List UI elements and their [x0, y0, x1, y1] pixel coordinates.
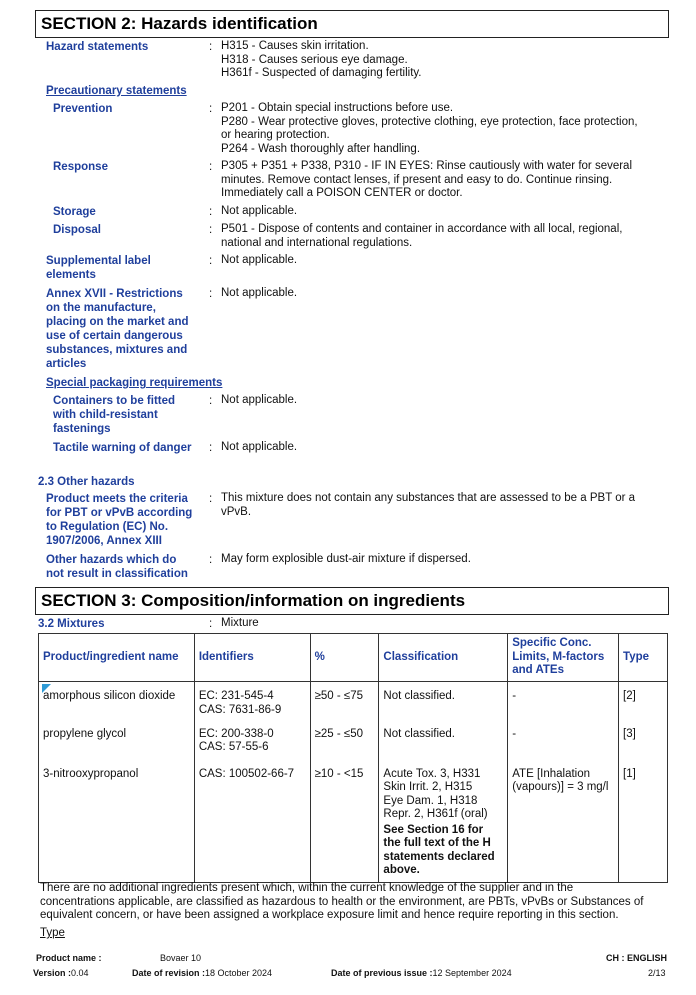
product-name-label — [36, 953, 102, 963]
label-line: not result in classification — [46, 568, 188, 580]
table-row — [39, 722, 668, 762]
column-header: % — [310, 634, 379, 682]
label-line: Containers to be fitted — [53, 395, 176, 407]
classification-line: Acute Tox. 3, H331 — [383, 767, 481, 780]
label-line: elements — [46, 269, 96, 281]
language — [606, 953, 667, 963]
prevention-value — [221, 102, 661, 156]
footer-label: Product name : — [36, 953, 102, 963]
identifiers — [194, 762, 310, 883]
response-line: Immediately call a POISON CENTER or doctor. — [221, 187, 463, 199]
colon: : — [209, 442, 213, 454]
ingredient-name: 3-nitrooxypropanol — [39, 762, 195, 883]
tactile-label: Tactile warning of danger — [53, 442, 192, 454]
classification-line: Eye Dam. 1, H318 — [383, 794, 478, 807]
identifier: EC: 200-338-0 — [198, 727, 274, 740]
label-line: to Regulation (EC) No. — [46, 521, 169, 533]
label-line: articles — [46, 358, 87, 370]
version — [33, 968, 89, 978]
precautionary-heading: Precautionary statements — [46, 85, 187, 97]
classification-note: above. — [383, 864, 420, 876]
label-line: with child-resistant — [53, 409, 158, 421]
hazard-line: H361f - Suspected of damaging fertility. — [221, 67, 422, 79]
classification — [379, 762, 508, 883]
containers-value: Not applicable. — [221, 394, 298, 406]
note-line: equivalent concern, or have been assigned a workplace exposure limit and hence require reporting in this section. — [40, 909, 619, 921]
label-line: Product meets the criteria — [46, 493, 188, 505]
identifier: EC: 231-545-4 — [198, 690, 274, 702]
percentage: ≥25 - ≤50 — [310, 722, 379, 762]
classification-note: See Section 16 for — [383, 823, 484, 836]
revision-value: 18 October 2024 — [205, 968, 273, 978]
ingredient-name: propylene glycol — [39, 722, 195, 762]
disposal-value — [221, 223, 661, 250]
special-packaging-heading: Special packaging requirements — [46, 377, 223, 389]
mixtures-value: Mixture — [221, 617, 259, 629]
classification-line: Repr. 2, H361f (oral) — [383, 808, 488, 820]
prevention-line: P280 - Wear protective gloves, protective clothing, eye protection, face protection, — [221, 115, 638, 128]
label-line: fastenings — [53, 423, 111, 435]
colon: : — [209, 288, 213, 300]
table-row — [39, 762, 668, 883]
ingredient-name: amorphous silicon dioxide — [39, 682, 195, 722]
prevention-line: P264 - Wash thoroughly after handling. — [221, 142, 421, 155]
pbt-line: vPvB. — [221, 505, 252, 518]
percentage: ≥10 - <15 — [310, 762, 379, 883]
classification-note: the full text of the H — [383, 837, 491, 849]
table-header-row — [39, 634, 668, 682]
prevention-line: P201 - Obtain special instructions before use. — [221, 102, 454, 114]
footer-label: Date of previous issue : — [331, 968, 433, 978]
label-line: placing on the market and — [46, 316, 189, 328]
label-line: substances, mixtures and — [46, 344, 188, 356]
hazard-statements-value — [221, 40, 661, 81]
disposal-line: P501 - Dispose of contents and container in accordance with all local, regional, — [221, 223, 623, 235]
response-line: P305 + P351 + P338, P310 - IF IN EYES: Rinse cautiously with water for several — [221, 160, 633, 172]
footer-label: Date of revision : — [132, 968, 206, 978]
colon: : — [209, 161, 213, 173]
specific-conc: - — [508, 682, 619, 722]
response-label: Response — [53, 161, 108, 173]
section-3-title: SECTION 3: Composition/information on ingredients — [35, 587, 669, 615]
hazard-statements-label: Hazard statements — [46, 41, 149, 53]
previous-value: 12 September 2024 — [432, 968, 512, 978]
page-number: 2/13 — [648, 968, 666, 978]
hazard-line: H318 - Causes serious eye damage. — [221, 53, 408, 66]
note-line: There are no additional ingredients present which, within the current knowledge of the supplier and in the — [40, 882, 574, 894]
colon: : — [209, 206, 213, 218]
revision-date — [132, 968, 272, 978]
classification: Not classified. — [379, 722, 508, 762]
label-line: use of certain dangerous — [46, 330, 183, 342]
pbt-label — [46, 492, 192, 548]
conc-line: (vapours)] = 3 mg/l — [512, 781, 609, 793]
specific-conc: - — [508, 722, 619, 762]
classification: Not classified. — [379, 682, 508, 722]
mixtures-label: 3.2 Mixtures — [38, 618, 105, 630]
storage-label: Storage — [53, 206, 96, 218]
language-text: CH : ENGLISH — [606, 953, 668, 963]
colon: : — [209, 618, 213, 630]
type: [1] — [619, 762, 668, 883]
ingredients-table — [38, 633, 668, 883]
response-line: minutes. Remove contact lenses, if present and easy to do. Continue rinsing. — [221, 173, 613, 186]
annex-label — [46, 287, 189, 371]
supplemental-label — [46, 254, 151, 282]
response-value — [221, 160, 661, 201]
prevention-label: Prevention — [53, 103, 113, 115]
type-link[interactable]: Type — [40, 927, 65, 939]
other-hazards-label — [46, 553, 188, 581]
previous-issue-date — [331, 968, 512, 978]
identifier: CAS: 100502-66-7 — [198, 767, 295, 780]
footer-label: Version : — [33, 968, 72, 978]
containers-label — [53, 394, 175, 436]
ingredients-note — [40, 882, 670, 923]
other-hazards-value: May form explosible dust-air mixture if dispersed. — [221, 553, 471, 565]
storage-value: Not applicable. — [221, 205, 298, 217]
colon: : — [209, 493, 213, 505]
identifier: CAS: 57-55-6 — [198, 741, 269, 753]
column-header: Type — [619, 634, 668, 682]
pbt-line: This mixture does not contain any substances that are assessed to be a PBT or a — [221, 492, 636, 504]
label-line: on the manufacture, — [46, 302, 156, 314]
section-2-title: SECTION 2: Hazards identification — [35, 10, 669, 38]
disposal-line: national and international regulations. — [221, 236, 413, 249]
label-line: Annex XVII - Restrictions — [46, 288, 183, 300]
product-name: Bovaer 10 — [160, 953, 202, 963]
identifier: CAS: 7631-86-9 — [198, 703, 282, 716]
comment-marker-icon[interactable] — [42, 684, 51, 693]
identifiers — [194, 682, 310, 722]
annex-value: Not applicable. — [221, 287, 298, 299]
type: [2] — [619, 682, 668, 722]
version-value: 0.04 — [71, 968, 89, 978]
colon: : — [209, 103, 213, 115]
colon: : — [209, 41, 213, 53]
colon: : — [209, 255, 213, 267]
column-header: Classification — [379, 634, 508, 682]
other-hazards-heading: 2.3 Other hazards — [38, 476, 135, 488]
classification-note: statements declared — [383, 850, 495, 863]
type: [3] — [619, 722, 668, 762]
column-header: Specific Conc. Limits, M-factors and ATEs — [508, 634, 619, 682]
hazard-line: H315 - Causes skin irritation. — [221, 40, 369, 52]
note-line: concentrations applicable, are classified as hazardous to health or the environment, are PBTs, vPvBs or Substances of — [40, 895, 644, 908]
label-line: 1907/2006, Annex XIII — [46, 535, 162, 547]
label-line: Supplemental label — [46, 255, 151, 267]
colon: : — [209, 395, 213, 407]
column-header: Product/ingredient name — [39, 634, 195, 682]
prevention-line: or hearing protection. — [221, 129, 330, 141]
colon: : — [209, 554, 213, 566]
supplemental-value: Not applicable. — [221, 254, 298, 266]
classification-line: Skin Irrit. 2, H315 — [383, 781, 473, 793]
colon: : — [209, 224, 213, 236]
column-header: Identifiers — [194, 634, 310, 682]
specific-conc — [508, 762, 619, 883]
disposal-label: Disposal — [53, 224, 101, 236]
percentage: ≥50 - ≤75 — [310, 682, 379, 722]
table-row — [39, 682, 668, 722]
label-line: for PBT or vPvB according — [46, 507, 193, 519]
identifiers — [194, 722, 310, 762]
pbt-value — [221, 492, 661, 519]
label-line: Other hazards which do — [46, 554, 177, 566]
conc-line: ATE [Inhalation — [512, 767, 591, 780]
tactile-value: Not applicable. — [221, 441, 298, 453]
